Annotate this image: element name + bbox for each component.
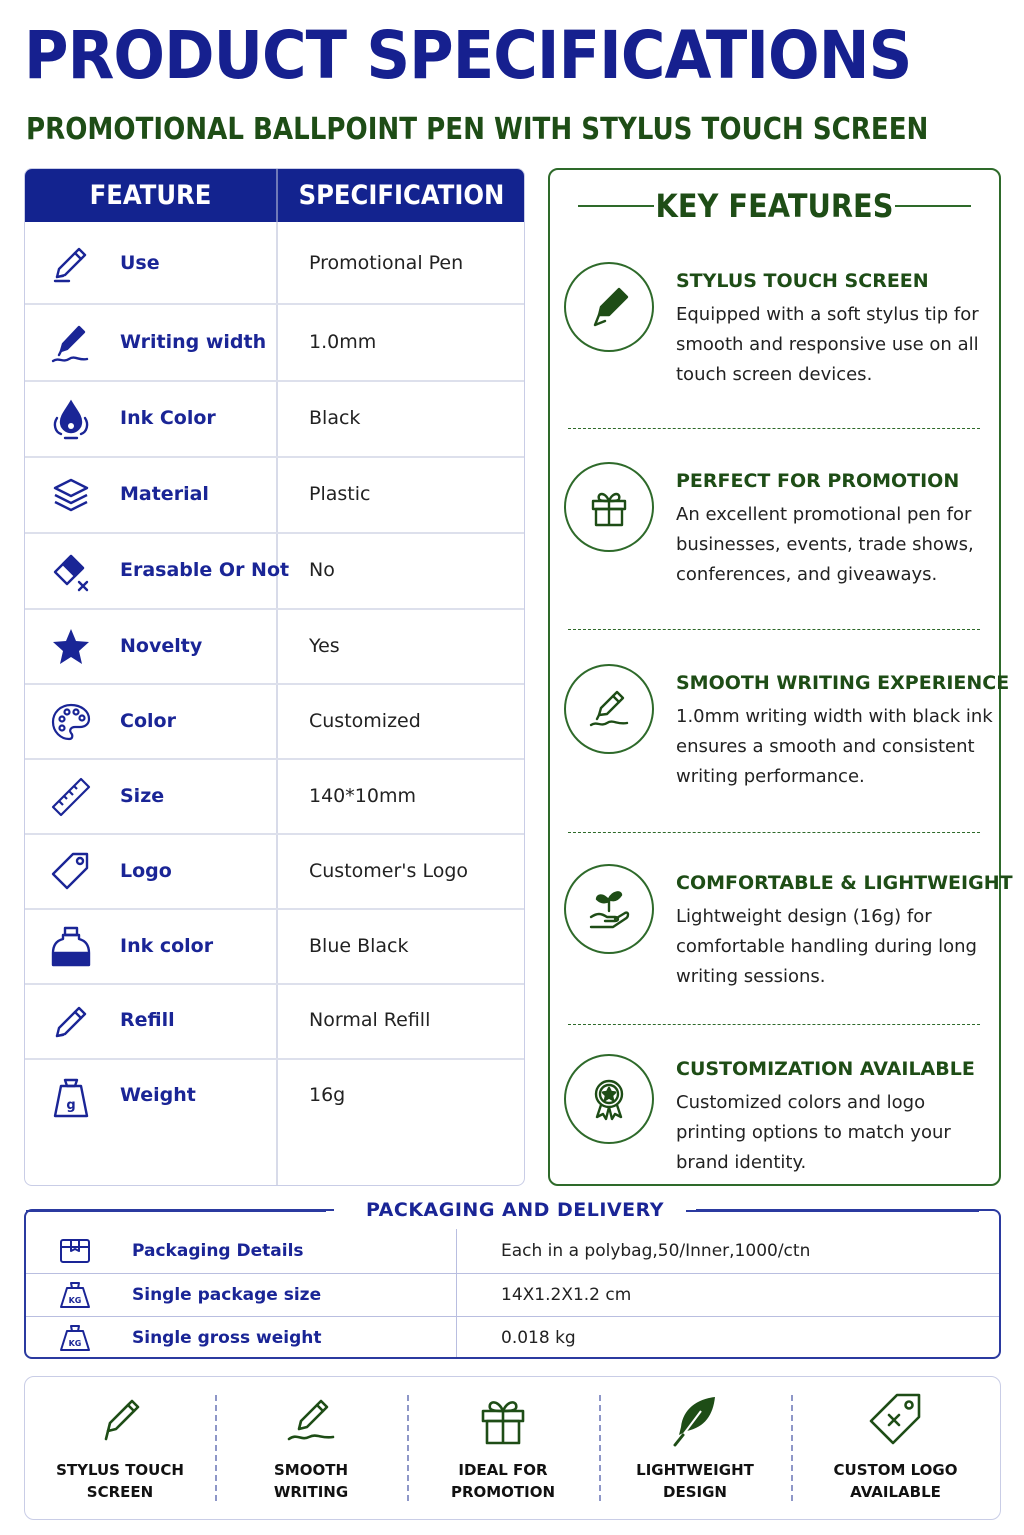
spec-row	[25, 610, 525, 685]
feature-description: Lightweight design (16g) for comfortable handling during long writing sessions.	[676, 906, 977, 987]
pencil-icon	[49, 241, 93, 285]
highlight-label: LIGHTWEIGHT DESIGN	[636, 1461, 754, 1501]
custom-tag-icon	[867, 1391, 923, 1447]
spec-value: Yes	[309, 635, 340, 657]
feature-label: Writing width	[120, 331, 267, 353]
spec-row	[25, 1060, 525, 1186]
stylus-pen-icon	[92, 1391, 148, 1447]
feature-label: Refill	[120, 1009, 175, 1031]
hand-plant-icon	[564, 864, 654, 954]
weight-icon	[49, 1076, 93, 1120]
packaging-row	[26, 1273, 999, 1317]
spec-value: Customized	[309, 710, 421, 732]
spec-row	[25, 534, 525, 610]
box-icon	[58, 1236, 92, 1266]
packaging-row	[26, 1316, 999, 1360]
feature-label: Logo	[120, 860, 172, 882]
feature-label: Use	[120, 252, 160, 274]
title-rule-right	[895, 205, 971, 207]
highlight-item	[791, 1377, 1000, 1521]
packaging-row	[26, 1229, 999, 1273]
tag-icon	[49, 850, 93, 894]
feature-label: Ink Color	[120, 407, 216, 429]
section-divider	[568, 832, 980, 833]
spec-row	[25, 910, 525, 985]
spec-value: 16g	[309, 1084, 346, 1106]
packaging-label: Single package size	[132, 1285, 322, 1305]
spec-row	[25, 835, 525, 910]
spec-value: 140*10mm	[309, 785, 416, 807]
packaging-label: Single gross weight	[132, 1328, 322, 1348]
award-badge-icon	[564, 1054, 654, 1144]
packaging-value: 14X1.2X1.2 cm	[501, 1285, 632, 1305]
feature-label: Material	[120, 483, 209, 505]
title-rule-left	[26, 1210, 326, 1212]
spec-value: Normal Refill	[309, 1009, 431, 1031]
ink-bottle-icon	[49, 925, 93, 969]
svg-text:g: g	[66, 1098, 76, 1113]
feature-description: Equipped with a soft stylus tip for smooth and responsive use on all touch screen devices.	[676, 304, 979, 385]
feature-column-header: FEATURE	[89, 180, 212, 211]
writing-pen-icon	[283, 1391, 339, 1447]
feature-label: Size	[120, 785, 165, 807]
spec-value: Customer's Logo	[309, 860, 469, 882]
feature-label: Erasable Or Not	[120, 559, 290, 581]
feature-description: Customized colors and logo printing options to match your brand identity.	[676, 1092, 951, 1173]
svg-text:KG: KG	[68, 1296, 82, 1305]
key-features-title: KEY FEATURES	[655, 187, 894, 225]
highlight-item	[407, 1377, 599, 1521]
title-rule-right	[686, 1210, 979, 1212]
spec-value: Blue Black	[309, 935, 409, 957]
spec-row	[25, 222, 525, 305]
spec-value: Plastic	[309, 483, 371, 505]
packaging-value: 0.018 kg	[501, 1328, 576, 1348]
spec-value: 1.0mm	[309, 331, 377, 353]
highlight-item	[599, 1377, 791, 1521]
feature-description: An excellent promotional pen for businesses, events, trade shows, conferences, and giveaways.	[676, 504, 974, 585]
feature-description: 1.0mm writing width with black ink ensures a smooth and consistent writing performance.	[676, 706, 993, 787]
header-divider	[276, 169, 278, 222]
highlight-label: IDEAL FOR PROMOTION	[450, 1461, 556, 1501]
spec-row	[25, 382, 525, 458]
highlight-label: CUSTOM LOGO AVAILABLE	[833, 1461, 958, 1501]
section-divider	[568, 629, 980, 630]
spec-table	[24, 168, 525, 1186]
key-features-panel	[548, 168, 1013, 1186]
feature-label: Ink color	[120, 935, 214, 957]
writing-pen-icon	[49, 321, 93, 365]
svg-text:KG: KG	[68, 1339, 82, 1348]
spec-value: Promotional Pen	[309, 252, 464, 274]
packaging-value: Each in a polybag,50/Inner,1000/ctn	[501, 1241, 811, 1261]
packaging-section	[24, 1199, 1001, 1359]
page-subtitle: PROMOTIONAL BALLPOINT PEN WITH STYLUS TOUCH SCREEN	[26, 112, 929, 147]
specification-column-header: SPECIFICATION	[298, 180, 505, 211]
spec-row	[25, 458, 525, 534]
feather-icon	[667, 1391, 723, 1447]
spec-row	[25, 985, 525, 1060]
ink-drop-icon	[49, 398, 93, 442]
spec-table-header	[25, 169, 525, 222]
ruler-icon	[49, 775, 93, 819]
feature-label: Weight	[120, 1084, 196, 1106]
section-divider	[568, 428, 980, 429]
palette-icon	[49, 700, 93, 744]
feature-title: CUSTOMIZATION AVAILABLE	[676, 1058, 975, 1080]
eraser-icon	[49, 550, 93, 594]
star-icon	[49, 625, 93, 669]
highlight-label: STYLUS TOUCH SCREEN	[56, 1461, 184, 1501]
kg-weight-icon	[58, 1280, 92, 1310]
packaging-label: Packaging Details	[132, 1241, 304, 1261]
feature-highlights-strip	[24, 1376, 1001, 1520]
highlight-item	[215, 1377, 407, 1521]
feature-title: COMFORTABLE & LIGHTWEIGHT	[676, 872, 1013, 894]
pencil-icon	[49, 1000, 93, 1044]
kg-weight-icon	[58, 1323, 92, 1353]
spec-row	[25, 760, 525, 835]
gift-icon	[564, 462, 654, 552]
section-divider	[568, 1024, 980, 1025]
feature-title: SMOOTH WRITING EXPERIENCE	[676, 672, 1010, 694]
highlight-label: SMOOTH WRITING	[273, 1461, 349, 1501]
stylus-pen-icon	[564, 262, 654, 352]
spec-value: No	[309, 559, 335, 581]
feature-title: PERFECT FOR PROMOTION	[676, 470, 960, 492]
packaging-title-bar	[26, 1199, 999, 1223]
spec-value: Black	[309, 407, 361, 429]
packaging-title: PACKAGING AND DELIVERY	[334, 1197, 696, 1223]
spec-row	[25, 685, 525, 760]
layers-icon	[49, 474, 93, 518]
feature-title: STYLUS TOUCH SCREEN	[676, 270, 929, 292]
feature-label: Color	[120, 710, 176, 732]
spec-row	[25, 305, 525, 382]
writing-pen-icon	[564, 664, 654, 754]
gift-icon	[475, 1391, 531, 1447]
highlight-item	[25, 1377, 215, 1521]
feature-label: Novelty	[120, 635, 203, 657]
page-title: PRODUCT SPECIFICATIONS	[24, 17, 912, 94]
